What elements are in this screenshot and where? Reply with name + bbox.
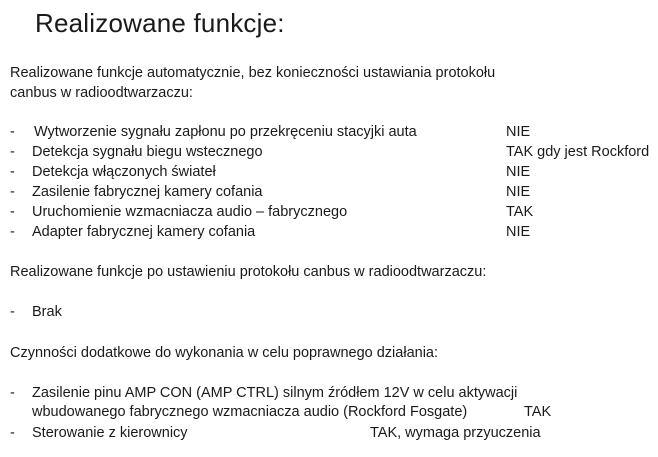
list-item (0, 162, 658, 182)
intro-line-2: canbus w radioodtwarzaczu: (10, 85, 193, 101)
bullet-dash: - (10, 204, 15, 220)
feature-label: Wytworzenie sygnału zapłonu po przekręceniu stacyjki auta (34, 124, 417, 140)
list-item (0, 423, 658, 443)
list-item (0, 222, 658, 242)
extra-heading: Czynności dodatkowe do wykonania w celu poprawnego działania: (10, 345, 439, 361)
bullet-dash: - (10, 144, 15, 160)
feature-value: NIE (506, 164, 531, 180)
extra-item-value: TAK, wymaga przyuczenia (370, 425, 541, 441)
feature-value: TAK (506, 204, 534, 220)
intro-text (10, 63, 495, 103)
protocol-item-label: Brak (32, 304, 62, 320)
list-item (0, 202, 658, 222)
extra-item-label: Zasilenie pinu AMP CON (AMP CTRL) silnym źródłem 12V w celu aktywacji (32, 385, 518, 401)
bullet-dash: - (10, 425, 15, 441)
feature-label: Adapter fabrycznej kamery cofania (32, 224, 256, 240)
list-item-continuation (0, 402, 658, 422)
feature-label: Uruchomienie wzmacniacza audio – fabrycznego (32, 204, 348, 220)
bullet-dash: - (10, 224, 15, 240)
bullet-dash: - (10, 124, 15, 140)
extra-item-label: Sterowanie z kierownicy (32, 425, 188, 441)
list-item (0, 302, 658, 322)
list-item (0, 383, 658, 403)
feature-label: Zasilenie fabrycznej kamery cofania (32, 184, 263, 200)
feature-value: TAK gdy jest Rockford (506, 144, 650, 160)
list-item (0, 122, 658, 142)
feature-label: Detekcja włączonych świateł (32, 164, 216, 180)
intro-line-1: Realizowane funkcje automatycznie, bez konieczności ustawiania protokołu (10, 65, 496, 81)
extra-item-value: TAK (524, 404, 552, 420)
bullet-dash: - (10, 385, 15, 401)
bullet-dash: - (10, 164, 15, 180)
list-item (0, 142, 658, 162)
feature-label: Detekcja sygnału biegu wstecznego (32, 144, 263, 160)
feature-value: NIE (506, 184, 531, 200)
feature-value: NIE (506, 224, 531, 240)
page-title: Realizowane funkcje: (35, 8, 285, 38)
protocol-heading: Realizowane funkcje po ustawieniu protokołu canbus w radioodtwarzaczu: (10, 264, 487, 280)
bullet-dash: - (10, 304, 15, 320)
feature-value: NIE (506, 124, 531, 140)
extra-item-label-continued: wbudowanego fabrycznego wzmacniacza audio (Rockford Fosgate) (32, 404, 468, 420)
list-item (0, 182, 658, 202)
bullet-dash: - (10, 184, 15, 200)
